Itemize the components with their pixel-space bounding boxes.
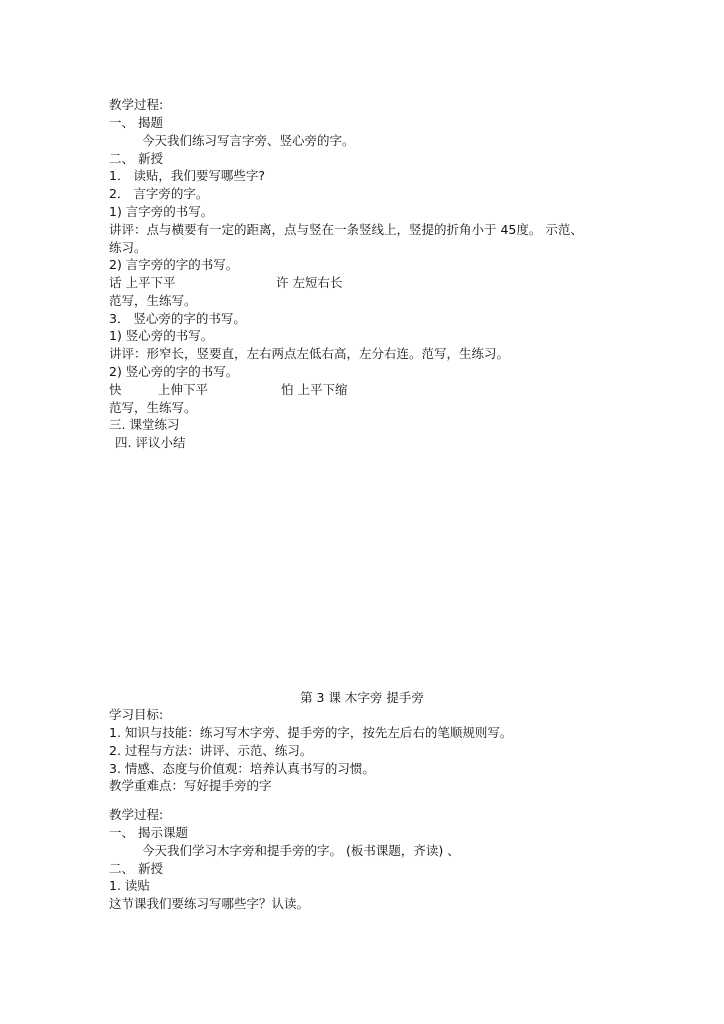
step-three: 3． 竖心旁的字的书写。 [109, 311, 246, 326]
goal-1: 1. 知识与技能：练习写木字旁、提手旁的字，按先左后右的笔顺规则写。 [109, 725, 513, 740]
step-two: 2． 言字旁的字。 [109, 186, 209, 201]
section-one-heading-2: 一、 揭示课题 [109, 825, 188, 840]
section-two-heading-2: 二、 新授 [109, 861, 163, 876]
heading-teaching-process-2: 教学过程: [109, 807, 164, 822]
step-one-2: 1. 读贴 [109, 878, 150, 893]
goal-2: 2. 过程与方法：讲评、示范、练习。 [109, 743, 313, 758]
heading-teaching-process: 教学过程: [109, 97, 164, 112]
intro-text-2: 今天我们学习木字旁和提手旁的字。 (板书课题，齐读) 、 [142, 843, 460, 858]
char-xu: 许 左短右长 [276, 275, 343, 290]
substep-1: 1) 言字旁的书写。 [109, 204, 214, 219]
substep-3: 1) 竖心旁的书写。 [109, 328, 214, 343]
step-one-desc: 这节课我们要练习写哪些字？认读。 [109, 896, 310, 911]
section-four-heading: 四. 评议小结 [115, 435, 186, 450]
intro-text: 今天我们练习写言字旁、竖心旁的字。 [142, 133, 355, 148]
char-pa: 怕 上平下缩 [281, 382, 348, 397]
char-hua-row: 话 上平下平 [109, 275, 176, 290]
substep-4: 2) 竖心旁的字的书写。 [109, 364, 239, 379]
practice-note-1: 范写，生练写。 [109, 293, 197, 308]
learning-goals-heading: 学习目标: [109, 707, 164, 722]
char-kuai-desc: 上伸下平 [158, 382, 209, 397]
comment-xin-radical: 讲评：形窄长，竖要直，左右两点左低右高，左分右连。范写，生练习。 [109, 346, 510, 361]
practice-note-2: 范写，生练写。 [109, 400, 197, 415]
comment-yan-radical: 讲评：点与横要有一定的距离，点与竖在一条竖线上，竖提的折角小于 45度。 示范、 [109, 222, 583, 237]
char-kuai: 快 [109, 382, 122, 397]
substep-2: 2) 言字旁的字的书写。 [109, 257, 239, 272]
section-three-heading: 三. 课堂练习 [109, 417, 180, 432]
section-two-heading: 二、 新授 [109, 151, 163, 166]
step-one: 1． 读贴，我们要写哪些字? [109, 168, 266, 183]
goal-3: 3. 情感、态度与价值观：培养认真书写的习惯。 [109, 761, 375, 776]
key-points: 教学重难点：写好提手旁的字 [109, 778, 272, 793]
comment-continuation: 练习。 [109, 240, 147, 255]
lesson-title: 第 3 课 木字旁 提手旁 [300, 690, 424, 705]
section-one-heading: 一、 揭题 [109, 115, 163, 130]
